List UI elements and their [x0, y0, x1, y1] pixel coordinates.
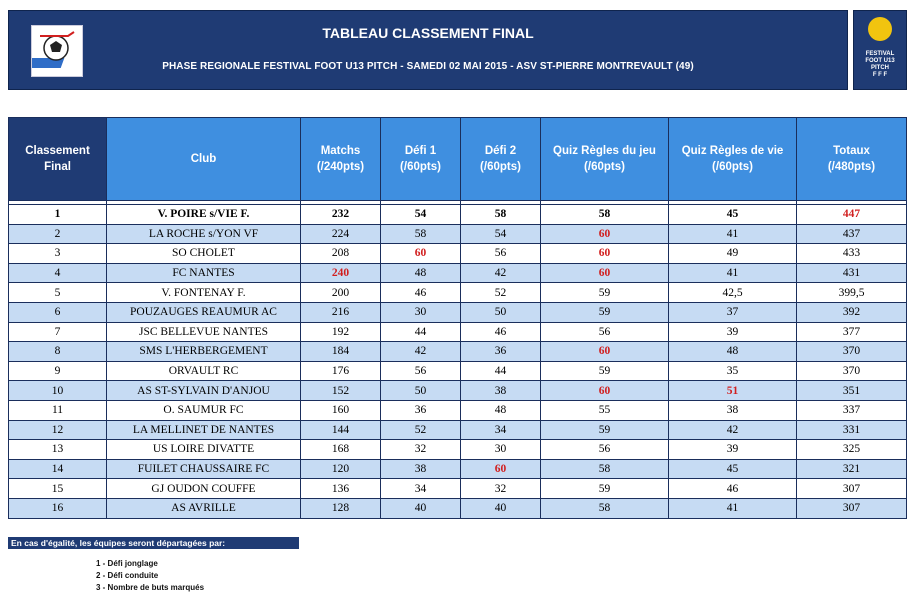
table-cell: 10: [9, 381, 107, 401]
table-cell: 58: [461, 205, 541, 225]
column-header-line: (/240pts): [316, 161, 365, 173]
table-cell: 160: [301, 400, 381, 420]
table-cell: 13: [9, 440, 107, 460]
table-cell: 54: [381, 205, 461, 225]
table-cell: 59: [541, 283, 669, 303]
table-cell: 16: [9, 498, 107, 518]
column-header-2: [301, 118, 381, 201]
table-cell: 50: [381, 381, 461, 401]
table-row: [9, 283, 907, 303]
table-cell: 216: [301, 302, 381, 322]
table-cell: 49: [669, 244, 797, 264]
table-cell: 34: [461, 420, 541, 440]
table-cell: 42: [381, 342, 461, 362]
table-cell: 192: [301, 322, 381, 342]
table-cell: 40: [381, 498, 461, 518]
logo-line-2: FOOT U13: [865, 58, 895, 64]
table-cell: 351: [797, 381, 907, 401]
column-header-line: Quiz Règles de vie: [681, 145, 784, 157]
table-cell: LA ROCHE s/YON VF: [107, 224, 301, 244]
table-cell: 2: [9, 224, 107, 244]
column-header-line: Matchs: [320, 145, 361, 157]
table-cell: 7: [9, 322, 107, 342]
column-header-line: Club: [190, 153, 217, 165]
table-cell: 60: [541, 224, 669, 244]
table-cell: 35: [669, 361, 797, 381]
table-cell: 321: [797, 459, 907, 479]
table-cell: 370: [797, 342, 907, 362]
table-cell: 39: [669, 440, 797, 460]
table-cell: 60: [541, 263, 669, 283]
tiebreak-title: En cas d'égalité, les équipes seront départagées par:: [8, 537, 299, 549]
table-cell: 331: [797, 420, 907, 440]
table-cell: 184: [301, 342, 381, 362]
table-row: [9, 400, 907, 420]
table-cell: 30: [381, 302, 461, 322]
table-header-row: [9, 118, 907, 201]
table-row: [9, 440, 907, 460]
table-cell: FC NANTES: [107, 263, 301, 283]
table-row: [9, 342, 907, 362]
table-cell: SO CHOLET: [107, 244, 301, 264]
table-cell: 46: [669, 479, 797, 499]
table-cell: 42: [461, 263, 541, 283]
fff-festival-logo: [853, 10, 907, 90]
table-cell: 58: [541, 459, 669, 479]
table-row: [9, 381, 907, 401]
table-cell: 12: [9, 420, 107, 440]
table-cell: 41: [669, 224, 797, 244]
table-cell: 11: [9, 400, 107, 420]
table-cell: FUILET CHAUSSAIRE FC: [107, 459, 301, 479]
table-row: [9, 224, 907, 244]
table-cell: 37: [669, 302, 797, 322]
table-cell: 437: [797, 224, 907, 244]
table-cell: 370: [797, 361, 907, 381]
table-cell: 56: [461, 244, 541, 264]
ranking-table: [8, 117, 907, 519]
table-cell: 120: [301, 459, 381, 479]
table-cell: 168: [301, 440, 381, 460]
table-cell: 38: [381, 459, 461, 479]
table-cell: 45: [669, 459, 797, 479]
table-cell: 54: [461, 224, 541, 244]
table-cell: 40: [461, 498, 541, 518]
column-header-line: Totaux: [833, 145, 870, 157]
table-cell: 42: [669, 420, 797, 440]
table-cell: 208: [301, 244, 381, 264]
table-cell: 307: [797, 479, 907, 499]
column-header-line: Final: [44, 161, 71, 173]
header-banner: [8, 10, 848, 90]
tiebreak-rule-item: 2 - Défi conduite: [96, 571, 159, 580]
column-header-line: (/60pts): [400, 161, 441, 173]
table-cell: 56: [381, 361, 461, 381]
column-header-0: [9, 118, 107, 201]
table-cell: 52: [461, 283, 541, 303]
table-cell: GJ OUDON COUFFE: [107, 479, 301, 499]
table-cell: 60: [541, 381, 669, 401]
column-header-6: [669, 118, 797, 201]
trophy-ball-icon: [868, 17, 892, 41]
table-cell: 46: [461, 322, 541, 342]
table-cell: 56: [541, 322, 669, 342]
table-cell: 5: [9, 283, 107, 303]
table-cell: 39: [669, 322, 797, 342]
table-row: [9, 361, 907, 381]
tiebreak-rule-item: 3 - Nombre de buts marqués: [96, 583, 205, 592]
table-cell: 56: [541, 440, 669, 460]
table-cell: 399,5: [797, 283, 907, 303]
table-cell: 50: [461, 302, 541, 322]
column-header-line: (/60pts): [712, 161, 753, 173]
table-cell: 447: [797, 205, 907, 225]
table-cell: 32: [381, 440, 461, 460]
column-header-line: (/480pts): [827, 161, 876, 173]
table-cell: 60: [541, 342, 669, 362]
column-header-7: [797, 118, 907, 201]
table-cell: POUZAUGES REAUMUR AC: [107, 302, 301, 322]
table-cell: 59: [541, 479, 669, 499]
column-header-line: (/60pts): [480, 161, 521, 173]
table-cell: 42,5: [669, 283, 797, 303]
table-cell: 38: [669, 400, 797, 420]
table-cell: 45: [669, 205, 797, 225]
table-cell: 9: [9, 361, 107, 381]
table-cell: 58: [541, 205, 669, 225]
table-cell: 136: [301, 479, 381, 499]
table-cell: 59: [541, 302, 669, 322]
table-cell: 3: [9, 244, 107, 264]
table-cell: V. POIRE s/VIE F.: [107, 205, 301, 225]
table-cell: 377: [797, 322, 907, 342]
table-cell: 307: [797, 498, 907, 518]
table-cell: 200: [301, 283, 381, 303]
logo-line-1: FESTIVAL: [865, 51, 895, 57]
table-row: [9, 459, 907, 479]
table-cell: JSC BELLEVUE NANTES: [107, 322, 301, 342]
table-cell: 36: [381, 400, 461, 420]
table-cell: 55: [541, 400, 669, 420]
table-cell: LA MELLINET DE NANTES: [107, 420, 301, 440]
page-subtitle: PHASE REGIONALE FESTIVAL FOOT U13 PITCH - SAMEDI 02 MAI 2015 - ASV ST-PIERRE MONTREVAULT (49): [162, 61, 694, 72]
table-cell: 32: [461, 479, 541, 499]
tiebreak-rules-list: [96, 558, 204, 594]
table-cell: 224: [301, 224, 381, 244]
table-cell: 240: [301, 263, 381, 283]
table-cell: 58: [541, 498, 669, 518]
column-header-line: Quiz Règles du jeu: [553, 145, 656, 157]
table-cell: 60: [541, 244, 669, 264]
table-cell: 325: [797, 440, 907, 460]
column-header-4: [461, 118, 541, 201]
table-cell: 6: [9, 302, 107, 322]
table-body: [9, 201, 907, 519]
column-header-1: [107, 118, 301, 201]
table-cell: 52: [381, 420, 461, 440]
table-cell: 48: [669, 342, 797, 362]
table-cell: 48: [461, 400, 541, 420]
table-cell: 8: [9, 342, 107, 362]
table-cell: 59: [541, 420, 669, 440]
page-title: TABLEAU CLASSEMENT FINAL: [322, 25, 534, 41]
column-header-line: Défi 2: [484, 145, 517, 157]
column-header-line: (/60pts): [584, 161, 625, 173]
table-cell: 392: [797, 302, 907, 322]
table-cell: 48: [381, 263, 461, 283]
table-cell: 51: [669, 381, 797, 401]
column-header-line: Défi 1: [404, 145, 437, 157]
table-cell: 44: [461, 361, 541, 381]
table-cell: 60: [381, 244, 461, 264]
tiebreak-rule-item: 1 - Défi jonglage: [96, 559, 158, 568]
column-header-3: [381, 118, 461, 201]
table-cell: US LOIRE DIVATTE: [107, 440, 301, 460]
table-cell: SMS L'HERBERGEMENT: [107, 342, 301, 362]
table-cell: 337: [797, 400, 907, 420]
column-header-5: [541, 118, 669, 201]
table-cell: O. SAUMUR FC: [107, 400, 301, 420]
table-cell: 1: [9, 205, 107, 225]
table-cell: 232: [301, 205, 381, 225]
table-cell: V. FONTENAY F.: [107, 283, 301, 303]
column-header-line: Classement: [25, 145, 90, 157]
table-cell: AS ST-SYLVAIN D'ANJOU: [107, 381, 301, 401]
table-cell: 41: [669, 263, 797, 283]
table-cell: 38: [461, 381, 541, 401]
table-cell: 176: [301, 361, 381, 381]
table-row: [9, 205, 907, 225]
logo-line-4: F F F: [872, 72, 888, 78]
table-cell: 4: [9, 263, 107, 283]
table-cell: 30: [461, 440, 541, 460]
table-row: [9, 302, 907, 322]
table-row: [9, 263, 907, 283]
table-cell: AS AVRILLE: [107, 498, 301, 518]
table-cell: 44: [381, 322, 461, 342]
table-cell: 58: [381, 224, 461, 244]
table-row: [9, 479, 907, 499]
table-row: [9, 322, 907, 342]
table-cell: 34: [381, 479, 461, 499]
table-cell: 14: [9, 459, 107, 479]
table-cell: 15: [9, 479, 107, 499]
logo-line-3: PITCH: [871, 65, 889, 71]
table-cell: 152: [301, 381, 381, 401]
table-cell: 433: [797, 244, 907, 264]
table-row: [9, 498, 907, 518]
table-cell: 59: [541, 361, 669, 381]
table-cell: 144: [301, 420, 381, 440]
table-row: [9, 244, 907, 264]
table-cell: 41: [669, 498, 797, 518]
table-cell: ORVAULT RC: [107, 361, 301, 381]
table-cell: 128: [301, 498, 381, 518]
table-cell: 36: [461, 342, 541, 362]
table-row: [9, 420, 907, 440]
table-cell: 60: [461, 459, 541, 479]
table-cell: 431: [797, 263, 907, 283]
table-cell: 46: [381, 283, 461, 303]
